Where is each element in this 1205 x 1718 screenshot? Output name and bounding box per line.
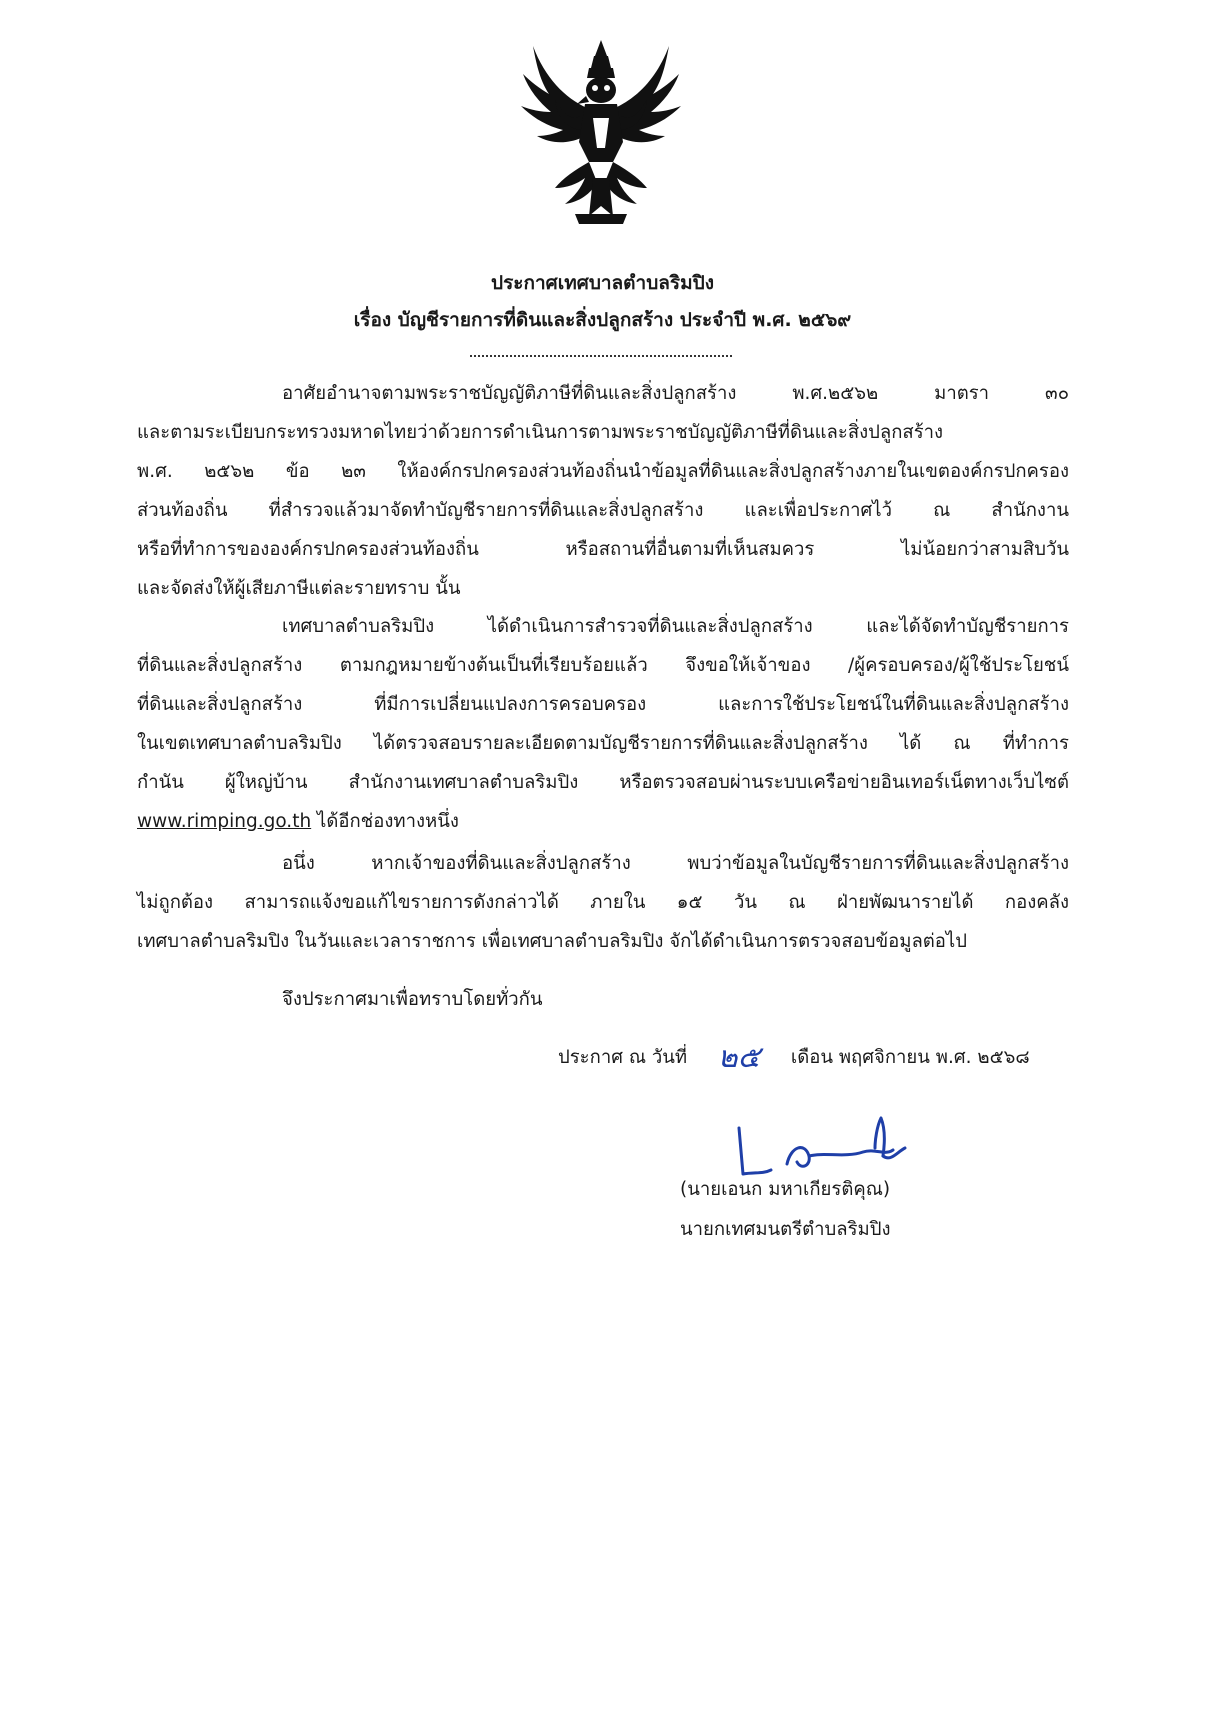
paragraph-line: และจัดส่งให้ผู้เสียภาษีแต่ละรายทราบ นั้น [137, 578, 461, 599]
paragraph-line: อนึ่ง หากเจ้าของที่ดินและสิ่งปลูกสร้าง พบว่าข้อมูลในบัญชีรายการที่ดินและสิ่งปลูกสร้าง [282, 853, 1069, 874]
paragraph-line: ไม่ถูกต้อง สามารถแจ้งขอแก้ไขรายการดังกล่าวได้ ภายใน ๑๕ วัน ณ ฝ่ายพัฒนารายได้ กองคลัง [137, 892, 1069, 913]
paragraph-line: หรือที่ทำการขององค์กรปกครองส่วนท้องถิ่น หรือสถานที่อื่นตามที่เห็นสมควร ไม่น้อยกว่าสามสิบวัน [137, 539, 1069, 560]
paragraph-line: อาศัยอำนาจตามพระราชบัญญัติภาษีที่ดินและสิ่งปลูกสร้าง พ.ศ.๒๕๖๒ มาตรา ๓๐ [282, 383, 1069, 404]
website-link[interactable]: www.rimping.go.th [137, 811, 312, 832]
paragraph-line: ที่ดินและสิ่งปลูกสร้าง ตามกฎหมายข้างต้นเป็นที่เรียบร้อยแล้ว จึงขอให้เจ้าของ /ผู้ครอบครอง/ผู้ใช้ประโยชน์ [137, 655, 1069, 676]
document-subject: เรื่อง บัญชีรายการที่ดินและสิ่งปลูกสร้าง ประจำปี พ.ศ. ๒๕๖๙ [353, 309, 852, 331]
date-suffix: เดือน พฤศจิกายน พ.ศ. ๒๕๖๘ [790, 1047, 1030, 1068]
paragraph-line: พ.ศ. ๒๕๖๒ ข้อ ๒๓ ให้องค์กรปกครองส่วนท้องถิ่นนำข้อมูลที่ดินและสิ่งปลูกสร้างภายในเขตองค์กรปกครอง [137, 461, 1069, 482]
dotted-divider [470, 355, 732, 357]
paragraph-line: ที่ดินและสิ่งปลูกสร้าง ที่มีการเปลี่ยนแปลงการครอบครอง และการใช้ประโยชน์ในที่ดินและสิ่งปลูกสร้าง [137, 694, 1069, 715]
paragraph-correction [137, 844, 1069, 961]
paragraph-line: และตามระเบียบกระทรวงมหาดไทยว่าด้วยการดำเนินการตามพระราชบัญญัติภาษีที่ดินและสิ่งปลูกสร้าง [137, 422, 944, 443]
document-title: ประกาศเทศบาลตำบลริมปิง [491, 272, 714, 294]
paragraph-line: เทศบาลตำบลริมปิง ได้ดำเนินการสำรวจที่ดินและสิ่งปลูกสร้าง และได้จัดทำบัญชีรายการ [282, 616, 1069, 637]
announcement-date [558, 1038, 1030, 1078]
paragraph-line: ในเขตเทศบาลตำบลริมปิง ได้ตรวจสอบรายละเอียดตามบัญชีรายการที่ดินและสิ่งปลูกสร้าง ได้ ณ ที่ทำการ [137, 733, 1069, 754]
paragraph-line: กำนัน ผู้ใหญ่บ้าน สำนักงานเทศบาลตำบลริมปิง หรือตรวจสอบผ่านระบบเครือข่ายอินเทอร์เน็ตทางเว็บไซต์ [137, 772, 1069, 793]
handwritten-day: ๒๕ [717, 1040, 761, 1075]
paragraph-line [137, 802, 1069, 841]
paragraph-survey [137, 607, 1069, 841]
signature-icon [725, 1112, 935, 1182]
garuda-emblem-icon [515, 38, 687, 228]
paragraph-line: เทศบาลตำบลริมปิง ในวันและเวลาราชการ เพื่อเทศบาลตำบลริมปิง จักได้ดำเนินการตรวจสอบข้อมูลต่อไป [137, 931, 967, 952]
date-prefix: ประกาศ ณ วันที่ [558, 1047, 688, 1068]
paragraph-line: จึงประกาศมาเพื่อทราบโดยทั่วกัน [282, 989, 543, 1010]
paragraph-legal-basis [137, 374, 1069, 608]
paragraph-closing [137, 980, 1069, 1019]
signer-name: (นายเอนก มหาเกียรติคุณ) [680, 1179, 891, 1200]
paragraph-line: ส่วนท้องถิ่น ที่สำรวจแล้วมาจัดทำบัญชีรายการที่ดินและสิ่งปลูกสร้าง และเพื่อประกาศไว้ ณ สำนักงาน [137, 500, 1069, 521]
signer-position: นายกเทศมนตรีตำบลริมปิง [680, 1219, 891, 1240]
link-tail-text: ได้อีกช่องทางหนึ่ง [311, 811, 459, 832]
